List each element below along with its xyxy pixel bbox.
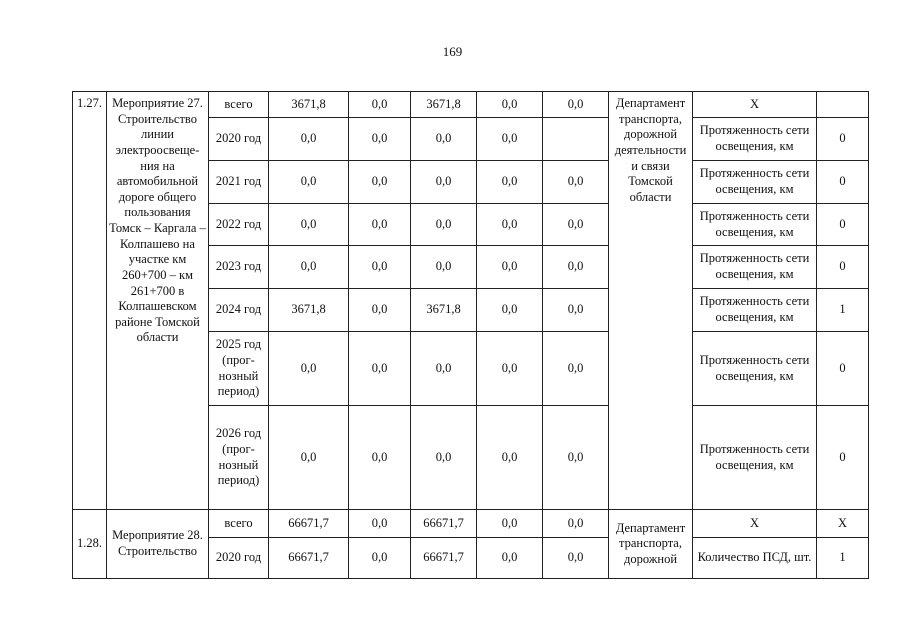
period-cell: 2020 год [209, 118, 269, 161]
value-cell: 0 [817, 406, 869, 510]
period-cell: 2024 год [209, 289, 269, 332]
regional-cell: 0,0 [411, 204, 477, 246]
total-cell: 0,0 [269, 246, 349, 289]
total-cell: 3671,8 [269, 289, 349, 332]
regional-cell: 3671,8 [411, 289, 477, 332]
budget-table [72, 91, 869, 579]
value-cell: Х [817, 510, 869, 538]
regional-cell: 66671,7 [411, 510, 477, 538]
regional-cell: 0,0 [411, 246, 477, 289]
indicator-cell: Протяженность сети освещения, км [693, 332, 817, 406]
event-name: Мероприятие 28. Строительство [107, 510, 209, 579]
regional-cell: 0,0 [411, 118, 477, 161]
period-cell: всего [209, 92, 269, 118]
local-cell: 0,0 [477, 204, 543, 246]
row-number: 1.28. [73, 510, 107, 579]
total-cell: 3671,8 [269, 92, 349, 118]
indicator-cell: Х [693, 92, 817, 118]
federal-cell: 0,0 [349, 246, 411, 289]
federal-cell: 0,0 [349, 510, 411, 538]
event-name: Мероприятие 27. Строительство линии электроосвеще-ния на автомобильной дороге общего пользования Томск – Каргала – Колпашево на участке км 260+700 – км 261+700 в Колпашевском районе Томской области [107, 92, 209, 510]
period-cell: 2023 год [209, 246, 269, 289]
indicator-cell: Протяженность сети освещения, км [693, 246, 817, 289]
federal-cell: 0,0 [349, 332, 411, 406]
indicator-cell: Протяженность сети освещения, км [693, 204, 817, 246]
period-cell: 2022 год [209, 204, 269, 246]
federal-cell: 0,0 [349, 289, 411, 332]
total-cell: 0,0 [269, 204, 349, 246]
value-cell: 0 [817, 246, 869, 289]
total-cell: 0,0 [269, 332, 349, 406]
total-cell: 0,0 [269, 118, 349, 161]
executor-name: Департамент транспорта, дорожной [609, 510, 693, 579]
other-cell: 0,0 [543, 289, 609, 332]
value-cell: 1 [817, 538, 869, 579]
other-cell: 0,0 [543, 332, 609, 406]
period-cell: 2021 год [209, 161, 269, 204]
federal-cell: 0,0 [349, 406, 411, 510]
executor-name: Департамент транспорта, дорожной деятельности и связи Томской области [609, 92, 693, 510]
indicator-cell: Х [693, 510, 817, 538]
table-row [73, 510, 869, 538]
regional-cell: 66671,7 [411, 538, 477, 579]
page-number: 169 [442, 44, 463, 59]
value-cell: 0 [817, 118, 869, 161]
period-cell: 2020 год [209, 538, 269, 579]
value-cell: 0 [817, 161, 869, 204]
value-cell: 0 [817, 204, 869, 246]
other-cell: 0,0 [543, 92, 609, 118]
row-number: 1.27. [73, 92, 107, 510]
local-cell: 0,0 [477, 538, 543, 579]
other-cell: 0,0 [543, 161, 609, 204]
total-cell: 66671,7 [269, 538, 349, 579]
indicator-cell: Протяженность сети освещения, км [693, 406, 817, 510]
indicator-cell: Протяженность сети освещения, км [693, 161, 817, 204]
federal-cell: 0,0 [349, 161, 411, 204]
period-cell: 2026 год (прог-нозный период) [209, 406, 269, 510]
value-cell: 0 [817, 332, 869, 406]
indicator-cell: Протяженность сети освещения, км [693, 289, 817, 332]
regional-cell: 3671,8 [411, 92, 477, 118]
value-cell: 1 [817, 289, 869, 332]
other-cell [543, 118, 609, 161]
other-cell: 0,0 [543, 246, 609, 289]
federal-cell: 0,0 [349, 92, 411, 118]
local-cell: 0,0 [477, 118, 543, 161]
local-cell: 0,0 [477, 92, 543, 118]
local-cell: 0,0 [477, 406, 543, 510]
other-cell: 0,0 [543, 538, 609, 579]
regional-cell: 0,0 [411, 406, 477, 510]
value-cell [817, 92, 869, 118]
indicator-cell: Протяженность сети освещения, км [693, 118, 817, 161]
other-cell: 0,0 [543, 406, 609, 510]
total-cell: 66671,7 [269, 510, 349, 538]
period-cell: 2025 год (прог-нозный период) [209, 332, 269, 406]
local-cell: 0,0 [477, 510, 543, 538]
regional-cell: 0,0 [411, 161, 477, 204]
period-cell: всего [209, 510, 269, 538]
federal-cell: 0,0 [349, 538, 411, 579]
local-cell: 0,0 [477, 332, 543, 406]
table-row [73, 92, 869, 118]
local-cell: 0,0 [477, 161, 543, 204]
other-cell: 0,0 [543, 204, 609, 246]
indicator-cell: Количество ПСД, шт. [693, 538, 817, 579]
total-cell: 0,0 [269, 161, 349, 204]
regional-cell: 0,0 [411, 332, 477, 406]
federal-cell: 0,0 [349, 204, 411, 246]
local-cell: 0,0 [477, 246, 543, 289]
total-cell: 0,0 [269, 406, 349, 510]
local-cell: 0,0 [477, 289, 543, 332]
federal-cell: 0,0 [349, 118, 411, 161]
other-cell: 0,0 [543, 510, 609, 538]
